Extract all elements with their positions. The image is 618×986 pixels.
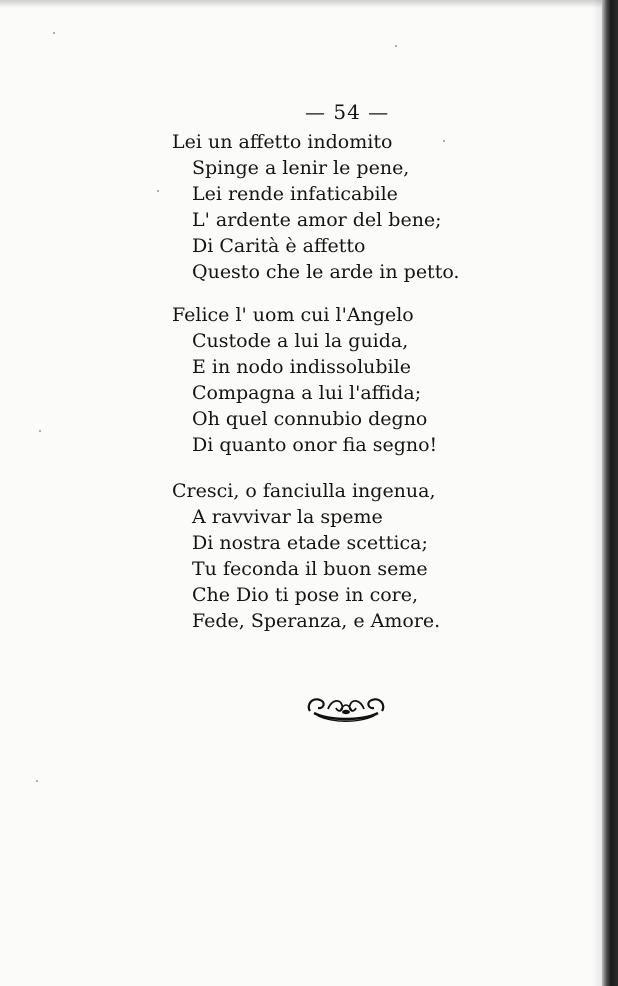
poem-line: Tu feconda il buon seme: [192, 558, 428, 580]
poem-line: Lei rende infaticabile: [192, 183, 398, 205]
poem-line: Di quanto onor fia segno!: [192, 434, 438, 456]
poem-line: Felice l' uom cui l'Angelo: [172, 304, 414, 326]
page-top-shadow: [0, 0, 618, 8]
paper-speck: [53, 32, 55, 34]
poem-stanza-2: [172, 302, 437, 458]
poem-line: L' ardente amor del bene;: [192, 209, 442, 231]
poem-stanza-3: [172, 478, 440, 634]
paper-speck: [36, 780, 38, 782]
poem-line: Cresci, o fanciulla ingenua,: [172, 480, 436, 502]
paper-speck: [39, 430, 41, 432]
poem-line: Compagna a lui l'affida;: [192, 382, 422, 404]
poem-line: Spinge a lenir le pene,: [192, 157, 410, 179]
page-number: — 54 —: [305, 100, 390, 124]
paper-speck: [157, 190, 159, 192]
paper-speck: [395, 45, 397, 47]
poem-line: A ravvivar la speme: [192, 506, 383, 528]
poem-line: Di Carità è affetto: [192, 235, 366, 257]
poem-line: Questo che le arde in petto.: [192, 261, 460, 283]
book-spine-edge: [602, 0, 618, 986]
poem-line: Di nostra etade scettica;: [192, 532, 428, 554]
scroll-ornament-icon: [304, 691, 388, 723]
poem-line: Fede, Speranza, e Amore.: [192, 610, 441, 632]
poem-line: E in nodo indissolubile: [192, 356, 411, 378]
poem-line: Che Dio ti pose in core,: [192, 584, 419, 606]
page-gutter-shade: [592, 0, 602, 986]
poem-line: Custode a lui la guida,: [192, 330, 409, 352]
poem-line: Oh quel connubio degno: [192, 408, 428, 430]
poem-line: Lei un affetto indomito: [172, 131, 393, 153]
poem-stanza-1: [172, 129, 459, 285]
